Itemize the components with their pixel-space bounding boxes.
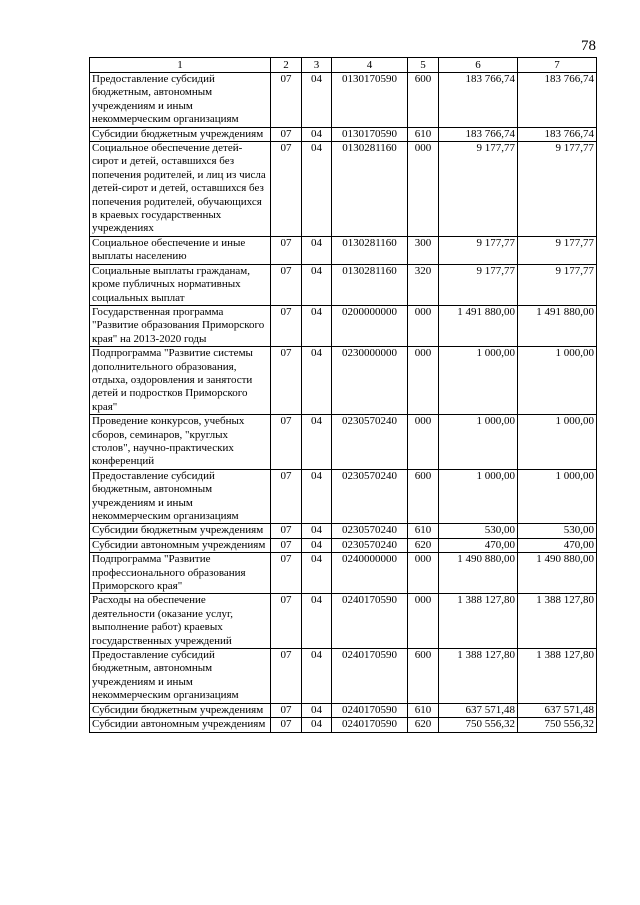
table-row	[90, 415, 597, 470]
amount-cell: 9 177,77	[518, 142, 597, 237]
amount-cell: 1 490 880,00	[518, 553, 597, 594]
amount-cell: 1 388 127,80	[439, 649, 518, 704]
header-cell: 6	[439, 58, 518, 73]
subsection-code-cell: 04	[302, 142, 332, 237]
section-code-cell: 07	[271, 127, 302, 141]
target-article-cell: 0130281160	[332, 264, 408, 305]
table-row	[90, 649, 597, 704]
target-article-cell: 0230570240	[332, 538, 408, 552]
section-code-cell: 07	[271, 594, 302, 649]
subsection-code-cell: 04	[302, 264, 332, 305]
subsection-code-cell: 04	[302, 415, 332, 470]
target-article-cell: 0240170590	[332, 649, 408, 704]
target-article-cell: 0240000000	[332, 553, 408, 594]
table-row	[90, 469, 597, 524]
subsection-code-cell: 04	[302, 649, 332, 704]
amount-cell: 637 571,48	[518, 703, 597, 717]
table-row	[90, 524, 597, 538]
section-code-cell: 07	[271, 142, 302, 237]
amount-cell: 1 388 127,80	[518, 649, 597, 704]
target-article-cell: 0130170590	[332, 73, 408, 128]
section-code-cell: 07	[271, 718, 302, 732]
amount-cell: 183 766,74	[518, 127, 597, 141]
section-code-cell: 07	[271, 305, 302, 346]
section-code-cell: 07	[271, 236, 302, 264]
subsection-code-cell: 04	[302, 703, 332, 717]
amount-cell: 1 491 880,00	[518, 305, 597, 346]
subsection-code-cell: 04	[302, 524, 332, 538]
section-code-cell: 07	[271, 347, 302, 415]
expense-type-cell: 600	[408, 649, 439, 704]
table-row	[90, 73, 597, 128]
amount-cell: 1 000,00	[518, 347, 597, 415]
item-name-cell: Субсидии автономным учреждениям	[90, 718, 271, 732]
amount-cell: 530,00	[518, 524, 597, 538]
amount-cell: 1 000,00	[439, 469, 518, 524]
item-name-cell: Расходы на обеспечение деятельности (оказание услуг, выполнение работ) краевых государственных учреждений	[90, 594, 271, 649]
budget-table	[89, 57, 597, 733]
target-article-cell: 0130281160	[332, 236, 408, 264]
item-name-cell: Социальное обеспечение детей-сирот и детей, оставшихся без попечения родителей, и лиц из числа детей-сирот и детей, оставшихся без попечения родителей, обучающихся в краевых государственных учреждениях	[90, 142, 271, 237]
section-code-cell: 07	[271, 538, 302, 552]
subsection-code-cell: 04	[302, 594, 332, 649]
subsection-code-cell: 04	[302, 236, 332, 264]
amount-cell: 183 766,74	[439, 73, 518, 128]
amount-cell: 9 177,77	[439, 236, 518, 264]
amount-cell: 750 556,32	[518, 718, 597, 732]
expense-type-cell: 320	[408, 264, 439, 305]
amount-cell: 470,00	[518, 538, 597, 552]
expense-type-cell: 000	[408, 594, 439, 649]
table-header	[90, 58, 597, 73]
amount-cell: 1 388 127,80	[518, 594, 597, 649]
expense-type-cell: 610	[408, 703, 439, 717]
amount-cell: 1 000,00	[518, 469, 597, 524]
table-row	[90, 594, 597, 649]
amount-cell: 1 000,00	[439, 347, 518, 415]
subsection-code-cell: 04	[302, 538, 332, 552]
page-number: 78	[581, 38, 596, 54]
item-name-cell: Социальные выплаты гражданам, кроме публичных нормативных социальных выплат	[90, 264, 271, 305]
table-body	[90, 73, 597, 733]
subsection-code-cell: 04	[302, 553, 332, 594]
amount-cell: 9 177,77	[518, 264, 597, 305]
amount-cell: 9 177,77	[439, 142, 518, 237]
table-row	[90, 703, 597, 717]
item-name-cell: Субсидии бюджетным учреждениям	[90, 127, 271, 141]
amount-cell: 470,00	[439, 538, 518, 552]
header-cell: 3	[302, 58, 332, 73]
subsection-code-cell: 04	[302, 73, 332, 128]
expense-type-cell: 000	[408, 415, 439, 470]
target-article-cell: 0240170590	[332, 718, 408, 732]
section-code-cell: 07	[271, 73, 302, 128]
target-article-cell: 0200000000	[332, 305, 408, 346]
amount-cell: 1 388 127,80	[439, 594, 518, 649]
expense-type-cell: 300	[408, 236, 439, 264]
table-row	[90, 305, 597, 346]
table-row	[90, 538, 597, 552]
expense-type-cell: 620	[408, 718, 439, 732]
header-cell: 2	[271, 58, 302, 73]
item-name-cell: Предоставление субсидий бюджетным, автономным учреждениям и иным некоммерческим организациям	[90, 649, 271, 704]
table-row	[90, 142, 597, 237]
section-code-cell: 07	[271, 469, 302, 524]
item-name-cell: Государственная программа "Развитие образования Приморского края" на 2013-2020 годы	[90, 305, 271, 346]
item-name-cell: Предоставление субсидий бюджетным, автономным учреждениям и иным некоммерческим организациям	[90, 73, 271, 128]
amount-cell: 1 000,00	[439, 415, 518, 470]
section-code-cell: 07	[271, 264, 302, 305]
section-code-cell: 07	[271, 524, 302, 538]
expense-type-cell: 000	[408, 142, 439, 237]
expense-type-cell: 620	[408, 538, 439, 552]
item-name-cell: Подпрограмма "Развитие профессионального образования Приморского края"	[90, 553, 271, 594]
amount-cell: 183 766,74	[518, 73, 597, 128]
expense-type-cell: 600	[408, 73, 439, 128]
table-row	[90, 264, 597, 305]
amount-cell: 1 490 880,00	[439, 553, 518, 594]
table-row	[90, 718, 597, 732]
target-article-cell: 0230570240	[332, 524, 408, 538]
target-article-cell: 0130170590	[332, 127, 408, 141]
header-cell: 1	[90, 58, 271, 73]
table-row	[90, 236, 597, 264]
item-name-cell: Проведение конкурсов, учебных сборов, семинаров, "круглых столов", научно-практических конференций	[90, 415, 271, 470]
expense-type-cell: 000	[408, 553, 439, 594]
section-code-cell: 07	[271, 649, 302, 704]
amount-cell: 1 000,00	[518, 415, 597, 470]
subsection-code-cell: 04	[302, 127, 332, 141]
subsection-code-cell: 04	[302, 347, 332, 415]
table-row	[90, 347, 597, 415]
amount-cell: 1 491 880,00	[439, 305, 518, 346]
header-cell: 7	[518, 58, 597, 73]
item-name-cell: Подпрограмма "Развитие системы дополнительного образования, отдыха, оздоровления и занятости детей и подростков Приморского края"	[90, 347, 271, 415]
amount-cell: 9 177,77	[439, 264, 518, 305]
item-name-cell: Субсидии бюджетным учреждениям	[90, 524, 271, 538]
target-article-cell: 0230570240	[332, 415, 408, 470]
expense-type-cell: 610	[408, 524, 439, 538]
amount-cell: 183 766,74	[439, 127, 518, 141]
target-article-cell: 0240170590	[332, 594, 408, 649]
item-name-cell: Предоставление субсидий бюджетным, автономным учреждениям и иным некоммерческим организациям	[90, 469, 271, 524]
expense-type-cell: 600	[408, 469, 439, 524]
section-code-cell: 07	[271, 553, 302, 594]
target-article-cell: 0240170590	[332, 703, 408, 717]
expense-type-cell: 610	[408, 127, 439, 141]
amount-cell: 9 177,77	[518, 236, 597, 264]
item-name-cell: Субсидии автономным учреждениям	[90, 538, 271, 552]
header-row	[90, 58, 597, 73]
expense-type-cell: 000	[408, 347, 439, 415]
section-code-cell: 07	[271, 415, 302, 470]
item-name-cell: Социальное обеспечение и иные выплаты населению	[90, 236, 271, 264]
header-cell: 4	[332, 58, 408, 73]
table-row	[90, 127, 597, 141]
section-code-cell: 07	[271, 703, 302, 717]
target-article-cell: 0230000000	[332, 347, 408, 415]
amount-cell: 637 571,48	[439, 703, 518, 717]
target-article-cell: 0230570240	[332, 469, 408, 524]
table-row	[90, 553, 597, 594]
item-name-cell: Субсидии бюджетным учреждениям	[90, 703, 271, 717]
target-article-cell: 0130281160	[332, 142, 408, 237]
subsection-code-cell: 04	[302, 718, 332, 732]
subsection-code-cell: 04	[302, 305, 332, 346]
expense-type-cell: 000	[408, 305, 439, 346]
amount-cell: 530,00	[439, 524, 518, 538]
subsection-code-cell: 04	[302, 469, 332, 524]
amount-cell: 750 556,32	[439, 718, 518, 732]
header-cell: 5	[408, 58, 439, 73]
